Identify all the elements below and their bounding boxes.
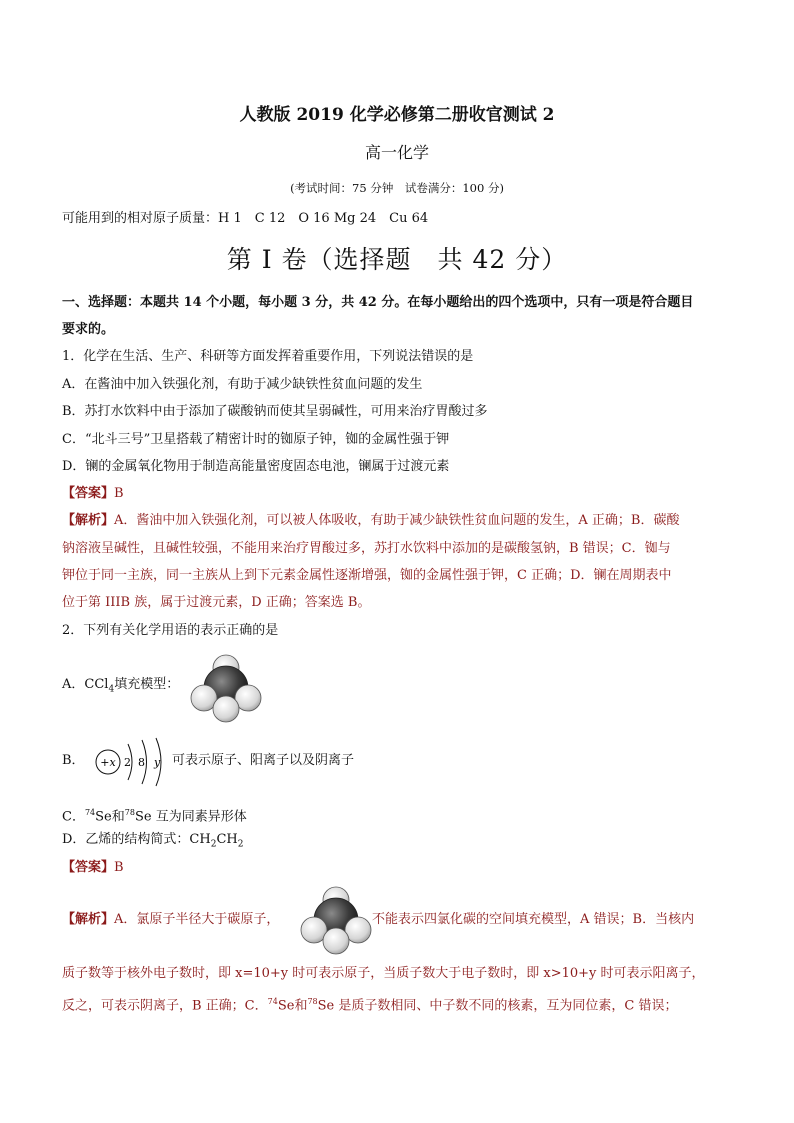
q2-stem: 2．下列有关化学用语的表示正确的是 (62, 623, 279, 638)
atomic-masses: 可能用到的相对原子质量：H 1 C 12 O 16 Mg 24 Cu 64 (62, 211, 429, 226)
section-title: 第 I 卷（选择题 共 42 分） (226, 245, 568, 274)
q2-c-suffix: 互为同素异形体 (151, 809, 247, 825)
answer-tag: 【答案】 (62, 860, 115, 875)
answer-tag: 【答案】 (62, 486, 115, 501)
q2-option-d (62, 831, 243, 854)
section-instructions-line2: 要求的。 (62, 322, 115, 337)
se74-symbol: Se (95, 809, 112, 825)
q1-analysis-line4: 位于第 IIIB 族，属于过渡元素，D 正确；答案选 B。 (62, 595, 371, 610)
document-title: 人教版 2019 化学必修第二册收官测试 2 (239, 105, 555, 125)
q2-a-prefix: A．CCl (62, 677, 109, 692)
se78-mass-number: 78 (124, 808, 135, 817)
atomic-structure-diagram-icon (92, 736, 176, 788)
q2-a-suffix: 填充模型： (114, 677, 180, 692)
q2-analysis-3a: 反之，可表示阴离子，B 正确；C． (62, 998, 268, 1014)
q2-analysis-and: 和 (294, 998, 308, 1014)
q1-analysis-line2: 钠溶液呈碱性，且碱性较强，不能用来治疗胃酸过多，苏打水饮料中添加的是碳酸氢钠，B 错误；C．铷与 (62, 541, 671, 556)
q2-analysis-line1a (62, 911, 279, 929)
se78-symbol: Se (134, 809, 152, 825)
q2-analysis-line3 (62, 993, 677, 1015)
q2-option-a (62, 676, 179, 699)
answer-value: B (114, 860, 124, 875)
q1-option-a: A．在酱油中加入铁强化剂，有助于减少缺铁性贫血问题的发生 (62, 377, 423, 392)
se74-mass-number: 74 (267, 997, 278, 1006)
q2-a-subscript: 4 (108, 684, 115, 695)
q2-answer (62, 859, 124, 877)
ccl4-space-filling-model-icon (186, 652, 266, 724)
q1-option-b: B．苏打水饮料中由于添加了碳酸钠而使其呈弱碱性，可用来治疗胃酸过多 (62, 404, 488, 419)
shell-1-electrons: 2 (124, 756, 131, 769)
q1-stem: 1．化学在生活、生产、科研等方面发挥着重要作用，下列说法错误的是 (62, 349, 474, 364)
q1-answer (62, 485, 124, 503)
q2-c-and: 和 (111, 809, 125, 825)
q2-option-b-prefix: B． (62, 753, 85, 768)
q2-c-prefix: C． (62, 809, 85, 825)
se78-mass-number: 78 (307, 997, 318, 1006)
nucleus-label: +x (100, 756, 116, 769)
se78-symbol: Se (317, 998, 335, 1014)
answer-value: B (114, 486, 124, 501)
q1-option-c: C．“北斗三号”卫星搭载了精密计时的铷原子钟，铷的金属性强于钾 (62, 432, 450, 447)
shell-3-electrons: y (154, 756, 161, 769)
q2-d-prefix: D．乙烯的结构简式：CH (62, 832, 211, 847)
q1-analysis-line3: 钾位于同一主族，同一主族从上到下元素金属性逐渐增强，铷的金属性强于钾，C 正确；D．镧在周期表中 (62, 568, 672, 583)
analysis-text: A．酱油中加入铁强化剂，可以被人体吸收，有助于减少缺铁性贫血问题的发生，A 正确；B．碳酸 (114, 513, 680, 528)
exam-meta: (考试时间：75 分钟 试卷满分：100 分) (290, 181, 504, 195)
q2-analysis-line1b: 不能表示四氯化碳的空间填充模型，A 错误；B．当核内 (372, 912, 695, 927)
section-instructions-line1: 一、选择题：本题共 14 个小题，每小题 3 分，共 42 分。在每小题给出的四个选项中，只有一项是符合题目 (62, 295, 694, 310)
q2-d-sub2: 2 (237, 839, 244, 850)
se74-symbol: Se (277, 998, 295, 1014)
document-subtitle: 高一化学 (364, 143, 429, 162)
analysis-text: A．氯原子半径大于碳原子， (114, 912, 280, 927)
q2-option-b-suffix: 可表示原子、阳离子以及阴离子 (172, 753, 355, 768)
shell-2-electrons: 8 (138, 756, 145, 769)
analysis-tag: 【解析】 (62, 513, 115, 528)
q2-analysis-3b: 是质子数相同、中子数不同的核素，互为同位素，C 错误； (334, 998, 678, 1014)
se74-mass-number: 74 (84, 808, 96, 817)
q2-analysis-line2: 质子数等于核外电子数时，即 x=10+y 时可表示原子，当质子数大于电子数时，即 x>10+y 时可表示阳离子， (62, 966, 705, 981)
q2-d-sub1: 2 (210, 839, 217, 850)
q1-option-d: D．镧的金属氧化物用于制造高能量密度固态电池，镧属于过渡元素 (62, 459, 450, 474)
q1-analysis-line1 (62, 512, 679, 530)
q2-option-c (62, 804, 247, 826)
q2-d-mid: CH (216, 832, 238, 847)
ccl4-space-filling-model-icon (296, 884, 376, 956)
analysis-tag: 【解析】 (62, 912, 115, 927)
